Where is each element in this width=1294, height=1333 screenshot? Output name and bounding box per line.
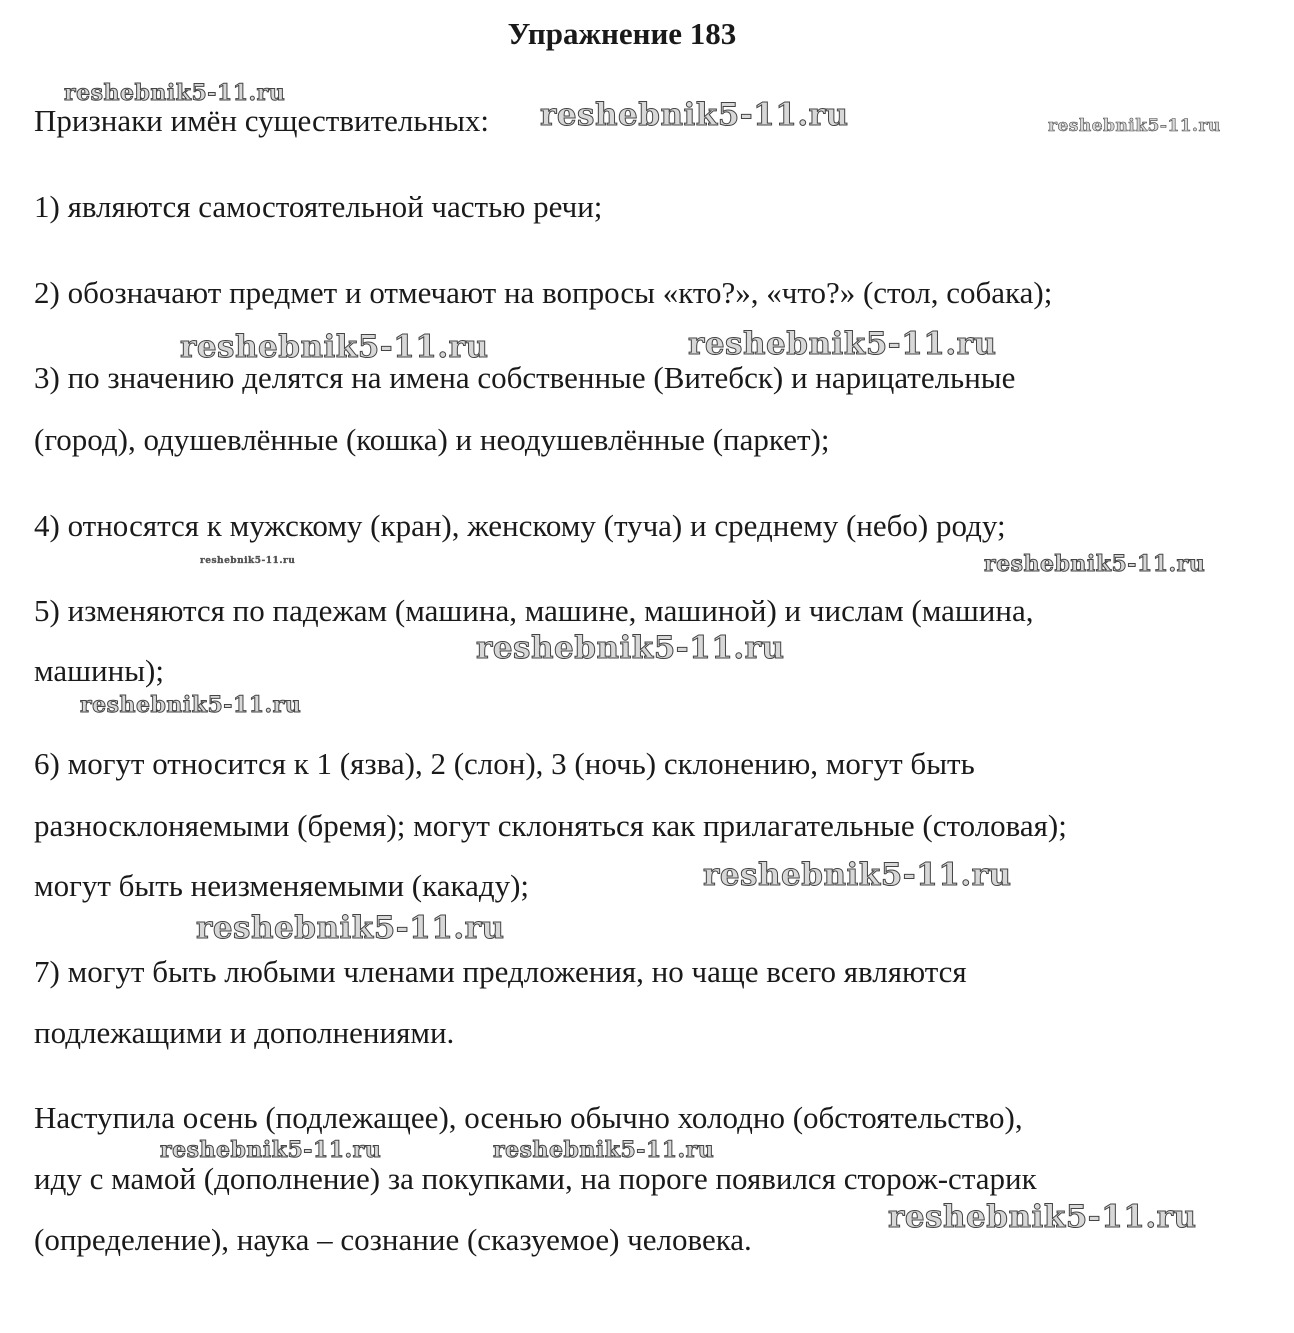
watermark: reshebnik5-11.ru xyxy=(80,692,302,718)
text-line-item-6c: могут быть неизменяемыми (какаду); xyxy=(34,868,530,903)
text-line-item-3a: 3) по значению делятся на имена собственные (Витебск) и нарицательные xyxy=(34,360,1016,395)
watermark: reshebnik5-11.ru xyxy=(984,551,1206,577)
watermark: reshebnik5-11.ru xyxy=(160,1137,382,1163)
text-line-item-6a: 6) могут относится к 1 (язва), 2 (слон), 3 (ночь) склонению, могут быть xyxy=(34,746,975,781)
watermark: reshebnik5-11.ru xyxy=(888,1199,1197,1235)
text-line-example-a: Наступила осень (подлежащее), осенью обычно холодно (обстоятельство), xyxy=(34,1100,1023,1135)
text-line-item-5b: машины); xyxy=(34,653,164,688)
watermark: reshebnik5-11.ru xyxy=(1048,116,1221,136)
text-line-item-1: 1) являются самостоятельной частью речи; xyxy=(34,189,603,224)
text-line-item-3b: (город), одушевлённые (кошка) и неодушевлённые (паркет); xyxy=(34,422,830,457)
text-line-item-4: 4) относятся к мужскому (кран), женскому (туча) и среднему (небо) роду; xyxy=(34,508,1006,543)
watermark: reshebnik5-11.ru xyxy=(180,329,489,365)
text-line-example-b: иду с мамой (дополнение) за покупками, на пороге появился сторож-старик xyxy=(34,1161,1037,1196)
text-line-example-c: (определение), наука – сознание (сказуемое) человека. xyxy=(34,1222,752,1257)
watermark: reshebnik5-11.ru xyxy=(688,326,997,362)
watermark: reshebnik5-11.ru xyxy=(540,97,849,133)
text-line-item-6b: разносклоняемыми (бремя); могут склоняться как прилагательные (столовая); xyxy=(34,808,1067,843)
watermark: reshebnik5-11.ru xyxy=(64,80,286,106)
watermark: reshebnik5-11.ru xyxy=(703,857,1012,893)
text-line-intro: Признаки имён существительных: xyxy=(34,103,490,138)
watermark: reshebnik5-11.ru xyxy=(493,1137,715,1163)
watermark: reshebnik5-11.ru xyxy=(476,630,785,666)
page-title: Упражнение 183 xyxy=(507,16,737,51)
text-line-item-7a: 7) могут быть любыми членами предложения, но чаще всего являются xyxy=(34,954,967,989)
text-line-item-5a: 5) изменяются по падежам (машина, машине, машиной) и числам (машина, xyxy=(34,593,1034,628)
text-line-item-2: 2) обозначают предмет и отмечают на вопросы «кто?», «что?» (стол, собака); xyxy=(34,275,1053,310)
watermark: reshebnik5-11.ru xyxy=(200,556,296,566)
text-line-item-7b: подлежащими и дополнениями. xyxy=(34,1015,455,1050)
watermark: reshebnik5-11.ru xyxy=(196,910,505,946)
